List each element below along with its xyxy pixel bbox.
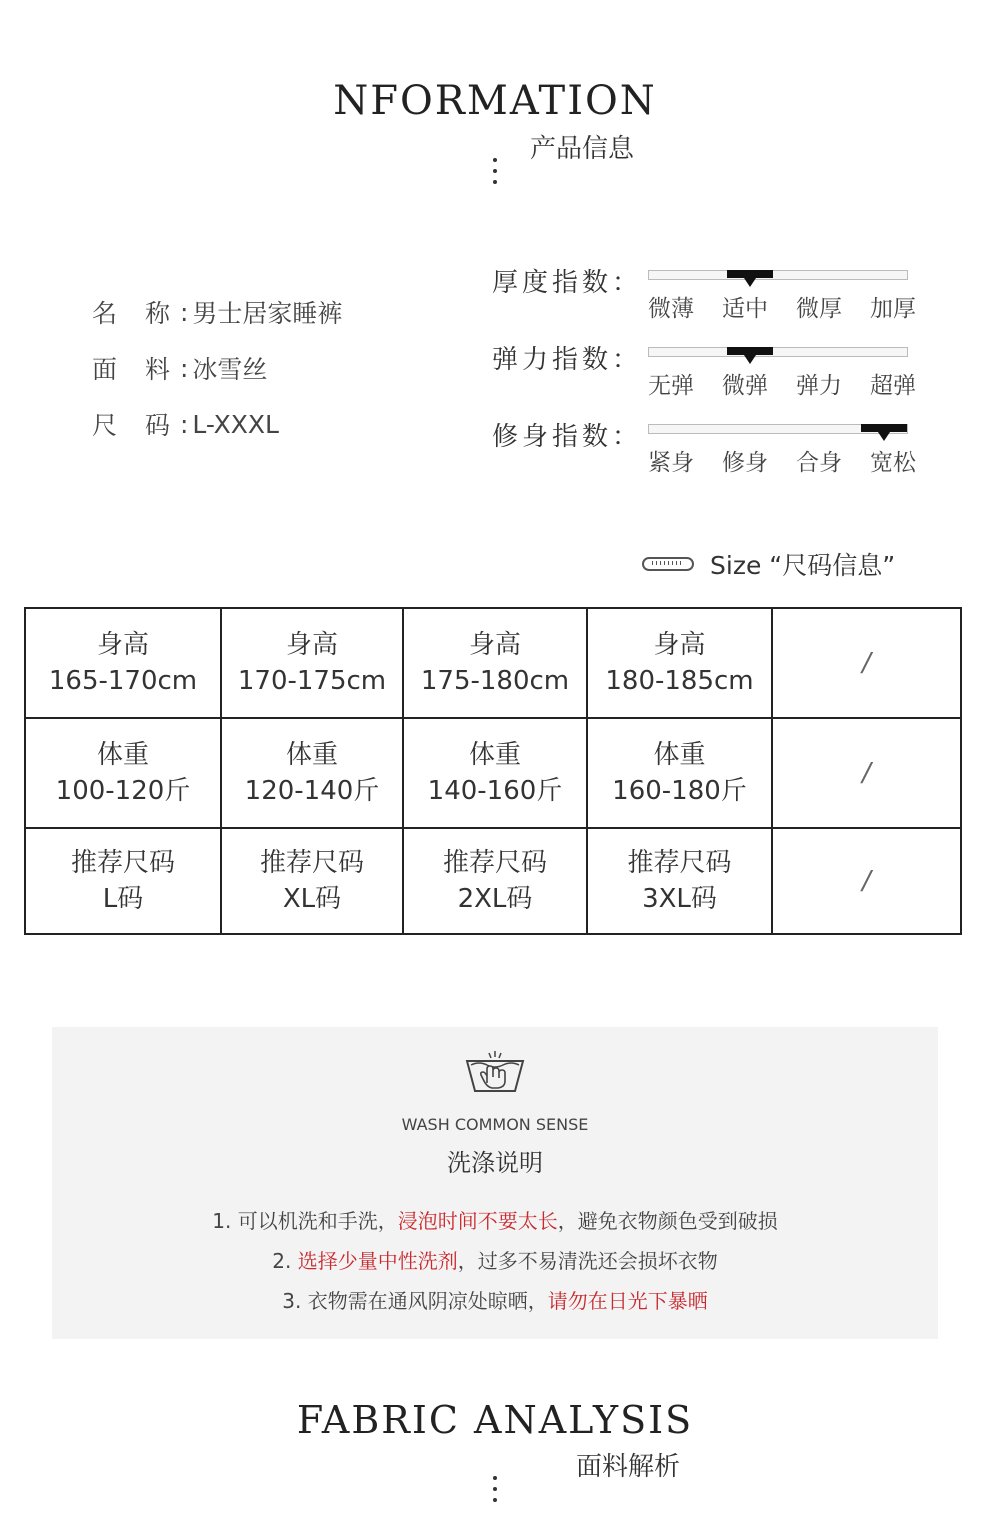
fit-indices [492,262,922,493]
cell-value: 165-170cm [48,666,198,696]
index-options [648,367,916,400]
info-separator: : [179,297,189,327]
index-option: 合身 [796,450,842,476]
size-heading-label: Size “尺码信息” [710,551,896,580]
index-bar [648,347,908,357]
table-row-recommended [25,828,961,934]
cell-value: 140-160斤 [427,776,563,806]
table-row-weight [25,718,961,828]
index-option: 微薄 [648,296,694,322]
info-value: 冰雪丝 [192,355,268,384]
dots-divider [493,158,499,191]
wash-highlight: 选择少量中性洗剂 [297,1249,458,1273]
index-option: 修身 [722,450,768,476]
index-option: 宽松 [870,450,916,476]
index-option: 弹力 [796,373,842,399]
wash-text: 2. [272,1249,298,1273]
wash-lines [52,1201,938,1321]
table-cell [403,828,587,934]
index-option: 微弹 [722,373,768,399]
hand-wash-icon [465,1049,525,1095]
info-row-size [92,396,342,452]
index-option: 紧身 [648,450,694,476]
wash-text: 3. 衣物需在通风阴凉处晾晒， [282,1289,548,1313]
table-cell [403,718,587,828]
wash-highlight: 浸泡时间不要太长 [397,1209,558,1233]
index-elasticity [492,339,922,416]
cell-value: L码 [102,884,144,914]
index-option: 超弹 [870,373,916,399]
table-cell [587,828,772,934]
wash-line-3 [52,1281,938,1321]
info-value: L-XXXL [192,409,279,439]
wash-title-cn: 洗涤说明 [447,1149,543,1177]
cell-label: 身高 [96,630,149,660]
section-subtitle-fabric: 面料解析 [576,1452,681,1482]
table-cell [25,608,221,718]
index-option: 加厚 [870,296,916,322]
info-value: 男士居家睡裤 [192,299,343,328]
index-option: 适中 [722,296,768,322]
info-row-name [92,284,342,340]
section-subtitle-product-info: 产品信息 [530,134,635,164]
cell-label: 身高 [468,630,521,660]
cell-label: 推荐尺码 [627,848,732,878]
cell-label: 体重 [653,740,706,770]
info-key: 尺 码 [92,411,180,440]
index-options [648,444,916,477]
product-info-list [92,284,342,452]
info-key: 名 称 [92,299,180,328]
table-row-height [25,608,961,718]
index-thickness [492,262,922,339]
cell-value: 2XL码 [457,884,533,914]
table-cell [25,718,221,828]
size-heading [642,546,895,582]
cell-label: 体重 [96,740,149,770]
cell-value: 3XL码 [642,884,717,914]
cell-label: 推荐尺码 [70,848,175,878]
index-option: 无弹 [648,373,694,399]
cell-slash: / [862,648,871,678]
ruler-icon [642,557,694,571]
cell-value: 175-180cm [420,666,570,696]
cell-value: XL码 [282,884,342,914]
table-cell-empty [772,828,961,934]
wash-instructions-panel [52,1027,938,1339]
cell-label: 体重 [285,740,338,770]
index-marker [727,270,773,278]
wash-line-2 [52,1241,938,1281]
cell-slash: / [862,758,871,788]
index-fit [492,416,922,493]
cell-label: 推荐尺码 [259,848,364,878]
wash-text: 1. 可以机洗和手洗， [212,1209,398,1233]
cell-label: 身高 [653,630,706,660]
section-title-information: NFORMATION [333,78,657,124]
section-title-fabric: FABRIC ANALYSIS [296,1398,694,1442]
info-key: 面 料 [92,355,180,384]
table-cell [587,608,772,718]
cell-slash: / [862,866,871,896]
index-marker [727,347,773,355]
wash-text: ，过多不易清洗还会损坏衣物 [457,1249,718,1273]
cell-label: 身高 [285,630,338,660]
table-cell [403,608,587,718]
index-options [648,290,916,323]
table-cell [587,718,772,828]
table-cell-empty [772,608,961,718]
table-cell [221,828,403,934]
table-cell-empty [772,718,961,828]
wash-text: ，避免衣物颜色受到破损 [557,1209,778,1233]
index-label: 修身指数： [492,422,643,452]
index-label: 厚度指数： [492,268,643,298]
index-bar [648,270,908,280]
index-marker [861,424,907,432]
info-row-fabric [92,340,342,396]
cell-value: 160-180斤 [612,776,747,806]
cell-label: 体重 [468,740,521,770]
cell-value: 180-185cm [605,666,754,696]
index-label: 弹力指数： [492,345,643,375]
cell-value: 100-120斤 [55,776,191,806]
dots-divider [493,1476,499,1509]
cell-value: 120-140斤 [244,776,380,806]
wash-highlight: 请勿在日光下暴晒 [547,1289,708,1313]
cell-value: 170-175cm [237,666,387,696]
index-bar [648,424,908,434]
wash-title-en: WASH COMMON SENSE [401,1115,589,1134]
index-option: 微厚 [796,296,842,322]
table-cell [25,828,221,934]
cell-label: 推荐尺码 [442,848,547,878]
info-separator: : [179,353,189,383]
wash-line-1 [52,1201,938,1241]
table-cell [221,608,403,718]
info-separator: : [179,409,189,439]
size-table [24,607,962,935]
table-cell [221,718,403,828]
